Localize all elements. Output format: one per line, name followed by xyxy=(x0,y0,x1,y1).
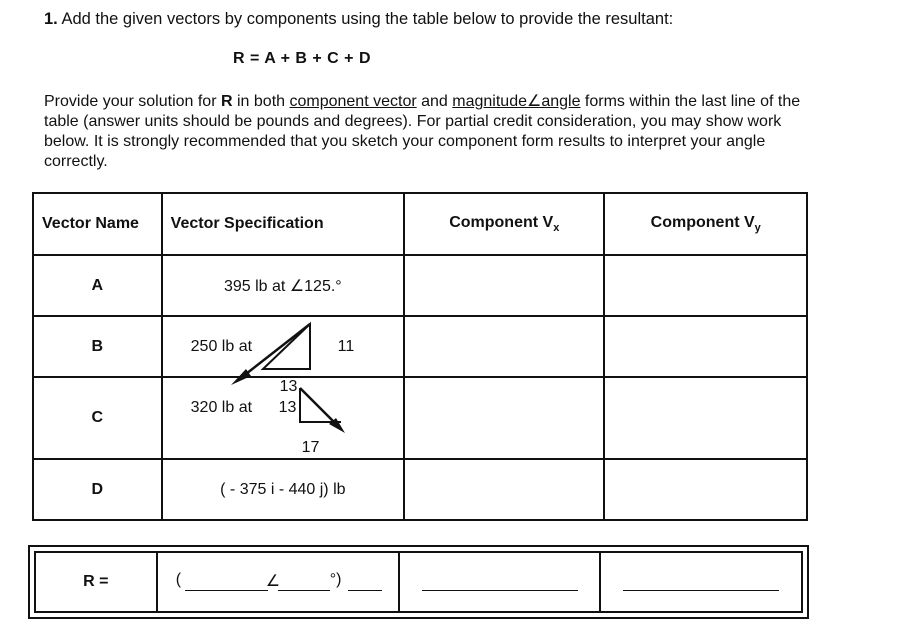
vector-spec-d xyxy=(162,459,404,520)
instr-text-1: Provide your solution for xyxy=(44,93,221,110)
slope-triangle-b-icon xyxy=(163,317,164,318)
vector-name-d: D xyxy=(33,459,162,520)
angle-blank[interactable] xyxy=(278,572,330,591)
vector-name-b: B xyxy=(33,316,162,377)
vector-name-c: C xyxy=(33,377,162,459)
answer-vy-c[interactable] xyxy=(604,377,807,459)
vector-table xyxy=(32,192,808,521)
instructions-paragraph xyxy=(44,92,804,172)
spec-d-text: ( - 375 i - 440 j) lb xyxy=(220,480,346,498)
result-vy-blank[interactable] xyxy=(623,572,779,591)
result-open-paren: ( xyxy=(175,571,182,588)
header-vector-spec: Vector Specification xyxy=(162,193,404,255)
instr-underline-component: component vector xyxy=(289,93,417,110)
resultant-equation: R = A + B + C + D xyxy=(233,50,372,67)
instr-bold-r: R xyxy=(220,93,233,110)
spec-c-rise: 13 xyxy=(278,399,297,416)
instr-text-3: and xyxy=(416,93,453,110)
result-deg-close: °) xyxy=(329,571,342,588)
vector-name-a: A xyxy=(33,255,162,316)
vy-sub: y xyxy=(754,222,761,235)
slope-triangle-c-icon xyxy=(163,378,164,379)
answer-vx-c[interactable] xyxy=(404,377,604,459)
result-vx-cell[interactable] xyxy=(399,552,599,612)
answer-vy-a[interactable] xyxy=(604,255,807,316)
result-trailing-blank[interactable] xyxy=(348,572,382,591)
question-number: 1. xyxy=(44,10,58,28)
magnitude-blank[interactable] xyxy=(185,572,268,591)
vector-spec-b xyxy=(162,316,404,395)
result-magnitude-angle[interactable] xyxy=(157,552,399,612)
header-component-vy xyxy=(604,193,807,255)
result-angle-symbol: ∠ xyxy=(265,573,281,590)
table-row-d xyxy=(33,459,807,520)
spec-b-text: 250 lb at xyxy=(190,338,253,355)
instr-text-4: forms within the last line of the table (answer units should be pounds and degrees). For partial credit consideration, you may show work below. It is strongly recommended that you sketch your component form results to interpret your angle correctly. xyxy=(44,93,801,170)
spec-c-run: 17 xyxy=(301,439,320,456)
answer-vy-b[interactable] xyxy=(604,316,807,377)
spec-b-rise: 11 xyxy=(337,338,355,355)
spec-b-run: 13 xyxy=(279,378,298,395)
spec-c-text: 320 lb at xyxy=(190,399,253,416)
table-row-a xyxy=(33,255,807,316)
table-row-b xyxy=(33,316,807,377)
result-name: R = xyxy=(35,552,157,612)
answer-vx-b[interactable] xyxy=(404,316,604,377)
result-vy-cell[interactable] xyxy=(600,552,803,612)
instr-text-2: in both xyxy=(232,93,290,110)
answer-vx-d[interactable] xyxy=(404,459,604,520)
result-row-frame xyxy=(28,545,809,619)
vector-spec-c xyxy=(162,377,404,459)
table-header-row xyxy=(33,193,807,255)
question-text: Add the given vectors by components using the table below to provide the resultant: xyxy=(61,10,674,28)
header-component-vx xyxy=(404,193,604,255)
question-heading xyxy=(44,10,673,29)
instr-underline-magnitude: magnitude∠angle xyxy=(452,93,581,110)
answer-vx-a[interactable] xyxy=(404,255,604,316)
vector-spec-a: 395 lb at ∠125.° xyxy=(162,255,404,316)
table-row-c xyxy=(33,377,807,459)
vx-sub: x xyxy=(553,222,560,235)
vy-label: Component V xyxy=(650,213,755,231)
result-row xyxy=(34,551,803,613)
vx-label: Component V xyxy=(449,213,554,231)
answer-vy-d[interactable] xyxy=(604,459,807,520)
result-vx-blank[interactable] xyxy=(422,572,578,591)
header-vector-name: Vector Name xyxy=(33,193,162,255)
